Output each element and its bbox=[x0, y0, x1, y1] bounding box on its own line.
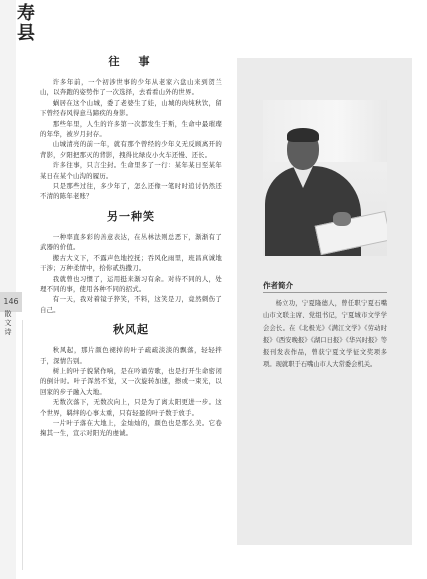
paragraph: 蜗居在这个山城，委了老婆生了娃，山城的肉炖秋饮，留下曾经春风得意马蹄疾的身影。 bbox=[40, 98, 222, 118]
paragraph: 无数次落下，无数次向上，只是为了离太阳更进一步。这个世界，羁绊的心事太重，只有轻盈的叶子数于放手。 bbox=[40, 398, 222, 417]
page-edge-strip bbox=[0, 0, 16, 579]
column-label: 散文诗 bbox=[4, 310, 12, 336]
essay-title: 另一种笑 bbox=[107, 209, 155, 223]
paragraph: 只是那些过往，多少年了，怎么还像一笔时时追讨仍然还不清的陈年老账？ bbox=[40, 182, 222, 201]
author-photo bbox=[263, 100, 387, 256]
paragraph: 许多往事，只言尘封。生命里多了一行：某年某日至某年某日在某个山沟的履历。 bbox=[40, 161, 222, 180]
page-number: 146 bbox=[0, 292, 22, 312]
paragraph: 树上的叶子貌紧作响，是在吟诵劳歌，也是打开生命密闭的倒计时。叶子浑然不觉，又一次旋转加速，擦或一束光，以回家的步子融入大地。 bbox=[40, 366, 222, 396]
author-intro-heading: 作者简介 bbox=[263, 281, 293, 290]
paragraph: 许多年前，一个初涉世事的少年从老家六盘山来到贺兰山，以奔跑的姿势作了一次选择，去看看山外的世界。 bbox=[40, 78, 222, 97]
essay-another-smile bbox=[40, 210, 222, 315]
bookshelf-background bbox=[263, 100, 387, 162]
essay-title: 往 事 bbox=[108, 55, 154, 68]
author-figure-hair bbox=[287, 128, 319, 142]
author-sidebar bbox=[237, 58, 412, 545]
magazine-brand-logo: 寿县 bbox=[17, 3, 35, 44]
paragraph: 一片叶子落在大地上，金灿灿的，颜色也是那么美。它卷掬其一生，宣示对阳光的虔诚。 bbox=[40, 418, 222, 438]
essay-title: 秋风起 bbox=[113, 323, 149, 337]
article-body bbox=[40, 55, 222, 447]
essay-autumn-wind bbox=[40, 323, 222, 439]
paragraph: 那些年里，人生的许多第一次都发生于斯，生命中最璀璨的年华，被岁月封存。 bbox=[40, 119, 222, 139]
essay-past-events bbox=[40, 55, 222, 202]
paragraph: 搬古大义下，不露声色地控抚；吞风化雨里，班昌真诚地干涉；万种柔情中，拾你贰热撒刀。 bbox=[40, 253, 222, 273]
paragraph: 山城清亮的前一年，就有那个曾经的少年义无反顾离开的背影，夕阳把那灭的背影，拽得比绿皮小火车还慢、还长。 bbox=[40, 140, 222, 159]
paragraph: 我就曾也习惯了，运用挺来渐习有余。对待不同的人，处理不同的事，使用各种不同的招式。 bbox=[40, 274, 222, 293]
margin-divider bbox=[22, 320, 23, 570]
heading-rule bbox=[263, 292, 387, 293]
author-bio: 杨立功，宁夏隆德人，曾任职宁夏石嘴山市文联主席、党组书记，宁夏城市文学学会会长。在《北极光》《满江文学》《劳动时报》《西安晚报》《湖口日报》《华兴时报》等报刊发表作品，曾获宁夏文学征文奖项多项。现就职于石嘴山市人大常委会机关。 bbox=[263, 300, 387, 369]
paragraph: 有一天，我对着镜子猝笑，不料，这笑是刀，竟然刺伤了自己。 bbox=[40, 295, 222, 314]
paragraph: 秋风起，那片颜色褪掉的叶子疏疏淡淡的飘落，轻轻拌于，深情告别。 bbox=[40, 346, 222, 365]
paragraph: 一种率直多彩的善意表达，在丛林法则总恶下，渐渐有了武器的价值。 bbox=[40, 232, 222, 252]
author-hand bbox=[333, 212, 351, 226]
